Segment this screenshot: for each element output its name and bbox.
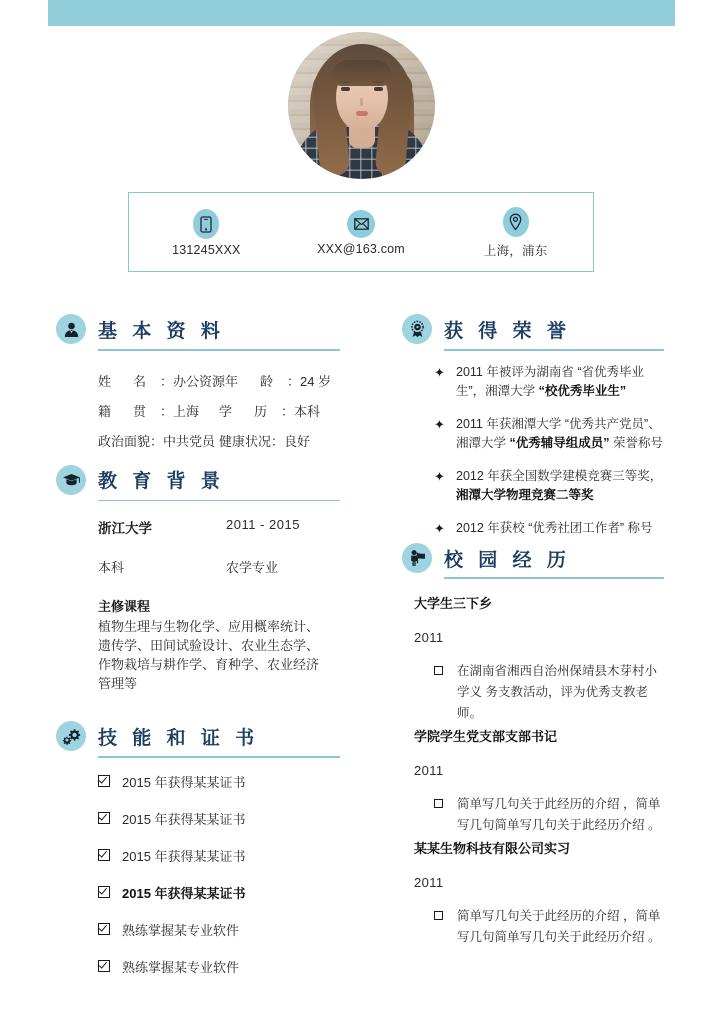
info-political-status: 政治面貌：中共党员 [98,433,216,449]
checkbox-icon[interactable] [98,775,110,787]
honor-text-plain: 2012 年获全国数学建模竞赛三等奖， [456,468,663,483]
education-courses-body: 植物生理与生物化学、应用概率统计、遗传学、田间试验设计、农业生态学、作物栽培与耕作学、育种学、农业经济管理等 [98,619,320,691]
info-label-2: 龄 [260,373,274,389]
section-title-basic-info: 基 本 资 料 [98,320,225,342]
star-bullet-icon: ✦ [434,364,445,380]
honor-text-highlight: 湘潭大学物理竞赛二等奖 [456,488,594,502]
campus-entry-title: 学院学生党支部支部书记 [414,728,558,744]
campus-entry [414,726,664,836]
info-label: 政治面貌 [98,433,151,449]
campus-entry-title: 某某生物科技有限公司实习 [414,840,571,856]
list-item [434,415,664,454]
info-label: 籍 [98,403,112,419]
skill-label: 2015 年获得某某证书 [122,774,246,790]
honor-text-highlight: “优秀辅导组成员” [509,436,610,450]
education-degree-row [98,557,340,576]
info-label-2: 名 [133,373,147,389]
skill-label: 熟练掌握某专业软件 [122,959,240,975]
education-school: 浙江大学 [98,521,152,536]
honor-text-plain: 2011 年被评为湖南省 “省优秀毕业生”，湘潭大学 [456,364,644,398]
checkbox-icon[interactable] [98,923,110,935]
section-title-honors: 获 得 荣 誉 [444,320,571,342]
list-item [98,957,340,976]
square-bullet-icon [434,799,443,808]
section-divider [98,349,340,351]
info-label: 学 [219,403,233,419]
honor-text [456,519,664,539]
info-label: 健康状况 [219,433,272,449]
campus-entry-desc: 简单写几句关于此经历的介绍 ，简单写几句简单写几句关于此经历介绍 。 [457,796,661,832]
info-origin: 籍 贯 ：上海 [98,403,200,419]
education-degree: 本科 [98,560,125,575]
contact-phone[interactable] [129,207,284,257]
contact-box [128,192,594,272]
checkbox-icon[interactable] [98,849,110,861]
campus-entry-bullet [434,661,664,724]
campus-entry [414,838,664,948]
contact-location-value: 上海，浦东 [483,244,548,258]
education-courses-title: 主修课程 [98,599,151,614]
info-label-2: 贯 [133,403,147,419]
skill-label: 2015 年获得某某证书 [122,848,246,864]
envelope-icon [347,210,375,238]
person-presenting-icon [402,543,432,573]
campus-entry-year: 2011 [414,874,444,890]
info-label: 年 [225,373,239,389]
skill-label: 熟练掌握某专业软件 [122,922,240,938]
section-title-skills: 技 能 和 证 书 [98,727,260,749]
location-pin-icon [503,207,529,237]
section-honors [402,312,664,538]
campus-entry-bullet [434,794,664,836]
info-value: 上海 [173,403,200,419]
photo-color-grade [288,32,435,179]
section-divider [444,577,664,579]
info-value: 中共党员 [163,433,216,449]
skill-label: 2015 年获得某某证书 [122,885,246,901]
education-major: 农学专业 [226,560,279,575]
section-divider [444,349,664,351]
checkbox-icon[interactable] [98,960,110,972]
info-education-level: 学 历 ：本科 [219,403,321,419]
avatar [288,32,435,179]
campus-list [414,593,664,948]
info-value: 良好 [284,433,311,449]
education-body [98,517,340,693]
education-years: 2011 - 2015 [226,517,300,532]
info-name: 姓 名 ：办公资源 [98,373,226,389]
list-item [98,809,340,828]
info-label: 姓 [98,373,112,389]
top-banner [48,0,675,26]
checkbox-icon[interactable] [98,886,110,898]
honor-text-highlight: “校优秀毕业生” [538,384,627,398]
section-basic-info [56,312,340,457]
honor-text-plain: 2012 年获校 “优秀社团工作者” 称号 [456,520,653,535]
graduation-cap-icon [56,465,86,495]
skills-list [98,772,340,976]
education-school-row [98,517,340,537]
honor-text [456,467,664,506]
right-column [402,312,664,954]
honor-text [456,415,664,454]
square-bullet-icon [434,911,443,920]
info-health: 健康状况：良好 [219,433,311,449]
star-bullet-icon: ✦ [434,468,445,484]
campus-entry-year: 2011 [414,629,444,645]
campus-entry-year: 2011 [414,762,444,778]
square-bullet-icon [434,666,443,675]
section-campus [402,542,664,948]
person-icon [56,314,86,344]
section-skills [56,719,340,976]
section-title-campus: 校 园 经 历 [444,549,571,571]
info-row [98,427,340,457]
info-value: 24 岁 [300,373,332,389]
campus-entry [414,593,664,724]
list-item [98,846,340,865]
contact-phone-value: 131245XXX [172,243,241,257]
campus-entry-desc: 简单写几句关于此经历的介绍 ，简单写几句简单写几句关于此经历介绍 。 [457,908,661,944]
list-item [98,772,340,791]
honor-text-plain: 2011 年获湘潭大学 “优秀共产党员”、湘潭大学 [456,416,661,450]
list-item [98,883,340,902]
campus-entry-desc: 在湖南省湘西自治州保靖县木芽村小学义 务支教活动，评为优秀支教老师。 [457,663,658,720]
campus-entry-bullet [434,906,664,948]
info-row [98,397,340,427]
section-title-education: 教 育 背 景 [98,471,225,492]
info-value: 办公资源 [173,373,226,389]
left-column [56,312,340,994]
award-medal-icon [402,314,432,344]
star-bullet-icon: ✦ [434,520,445,536]
list-item [434,363,664,402]
list-item [434,467,664,506]
portrait-photo [288,32,435,179]
info-value: 本科 [294,403,321,419]
basic-info-grid [98,367,340,457]
campus-entry-title: 大学生三下乡 [414,595,493,611]
gears-icon [56,721,86,751]
phone-icon [193,209,219,239]
honors-list [434,363,664,539]
list-item [98,920,340,939]
section-divider [98,756,340,758]
contact-email[interactable] [284,208,439,256]
checkbox-icon[interactable] [98,812,110,824]
section-education [56,463,340,694]
contact-email-value: XXX@163.com [317,242,405,256]
list-item [434,519,664,539]
info-row [98,367,340,397]
honor-text [456,363,664,402]
info-age: 年 龄 ：24 岁 [225,373,332,389]
honor-text-tail: 荣誉称号 [609,436,663,450]
section-divider [98,500,340,502]
skill-label: 2015 年获得某某证书 [122,811,246,827]
contact-location[interactable] [438,205,593,259]
star-bullet-icon: ✦ [434,416,445,432]
info-label-2: 历 [254,403,268,419]
